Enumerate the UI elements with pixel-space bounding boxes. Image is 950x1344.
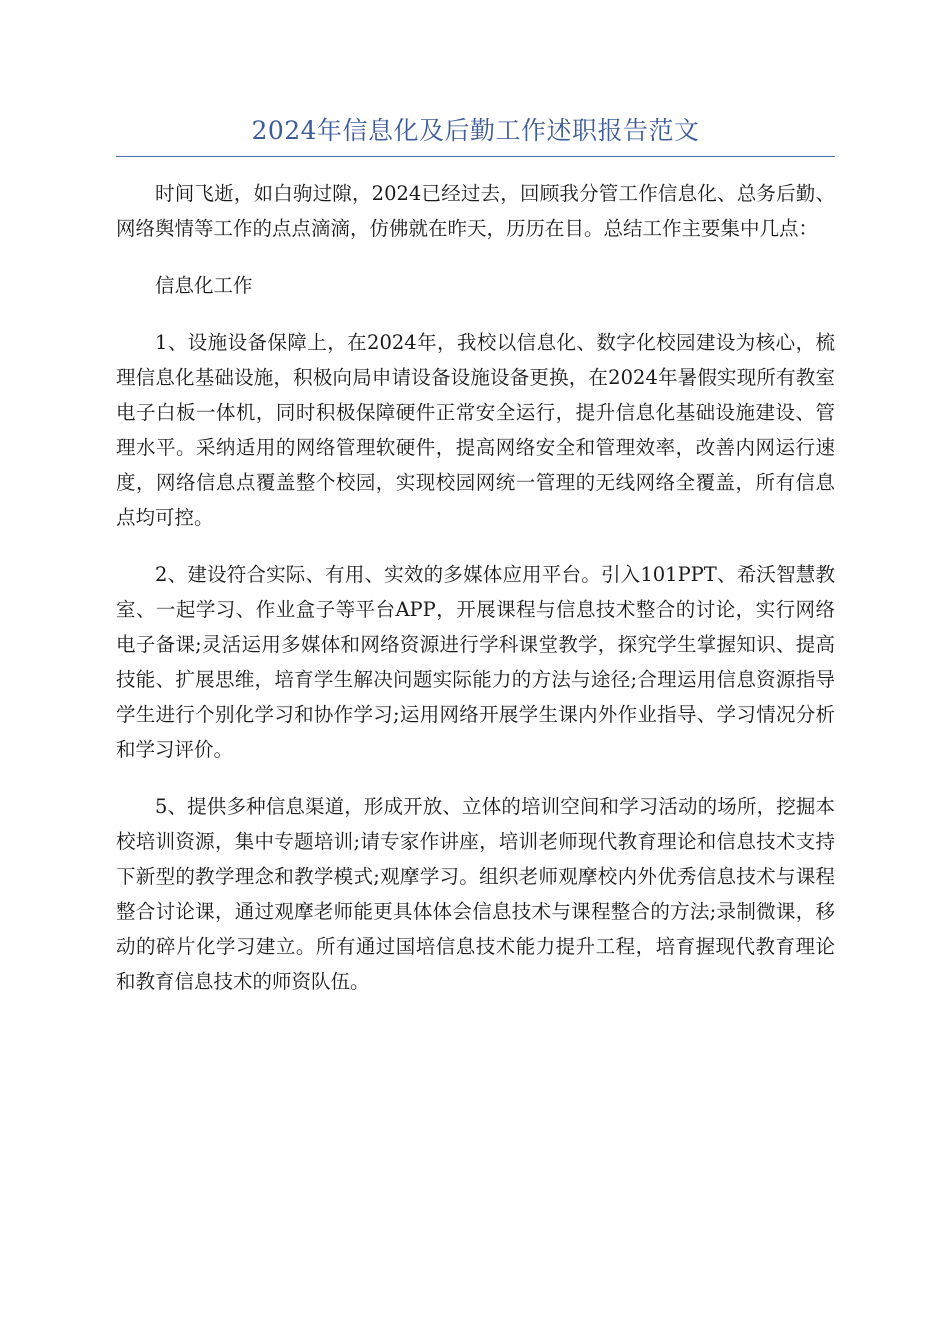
paragraph-5: 5、提供多种信息渠道，形成开放、立体的培训空间和学习活动的场所，挖掘本校培训资源，集中专题培训;请专家作讲座，培训老师现代教育理论和信息技术支持下新型的教学理念和教学模式;观摩学习。组织老师观摩校内外优秀信息技术与课程整合讨论课，通过观摩老师能更具体体会信息技术与课程整合的方法;录制微课，移动的碎片化学习建立。所有通过国培信息技术能力提升工程，培育握现代教育理论和教育信息技术的师资队伍。 — [116, 795, 835, 993]
title-block — [116, 112, 835, 157]
intro-paragraph: 时间飞逝，如白驹过隙，2024已经过去，回顾我分管工作信息化、总务后勤、网络舆情等工作的点点滴滴，仿佛就在昨天，历历在目。总结工作主要集中几点： — [116, 182, 835, 240]
document-body — [116, 176, 835, 1021]
paragraph-2: 2、建设符合实际、有用、实效的多媒体应用平台。引入101PPT、希沃智慧教室、一起学习、作业盒子等平台APP，开展课程与信息技术整合的讨论，实行网络电子备课;灵活运用多媒体和网络资源进行学科课堂教学，探究学生掌握知识、提高技能、扩展思维，培育学生解决问题实际能力的方法与途径;合理运用信息资源指导学生进行个别化学习和协作学习;运用网络开展学生课内外作业指导、学习情况分析和学习评价。 — [116, 563, 835, 761]
section-heading: 信息化工作 — [155, 274, 253, 297]
paragraph-1: 1、设施设备保障上，在2024年，我校以信息化、数字化校园建设为核心，梳理信息化基础设施，积极向局申请设备设施设备更换，在2024年暑假实现所有教室电子白板一体机，同时积极保障硬件正常安全运行，提升信息化基础设施建设、管理水平。采纳适用的网络管理软硬件，提高网络安全和管理效率，改善内网运行速度，网络信息点覆盖整个校园，实现校园网统一管理的无线网络全覆盖，所有信息点均可控。 — [116, 331, 835, 529]
document-title: 2024年信息化及后勤工作述职报告范文 — [251, 116, 700, 145]
